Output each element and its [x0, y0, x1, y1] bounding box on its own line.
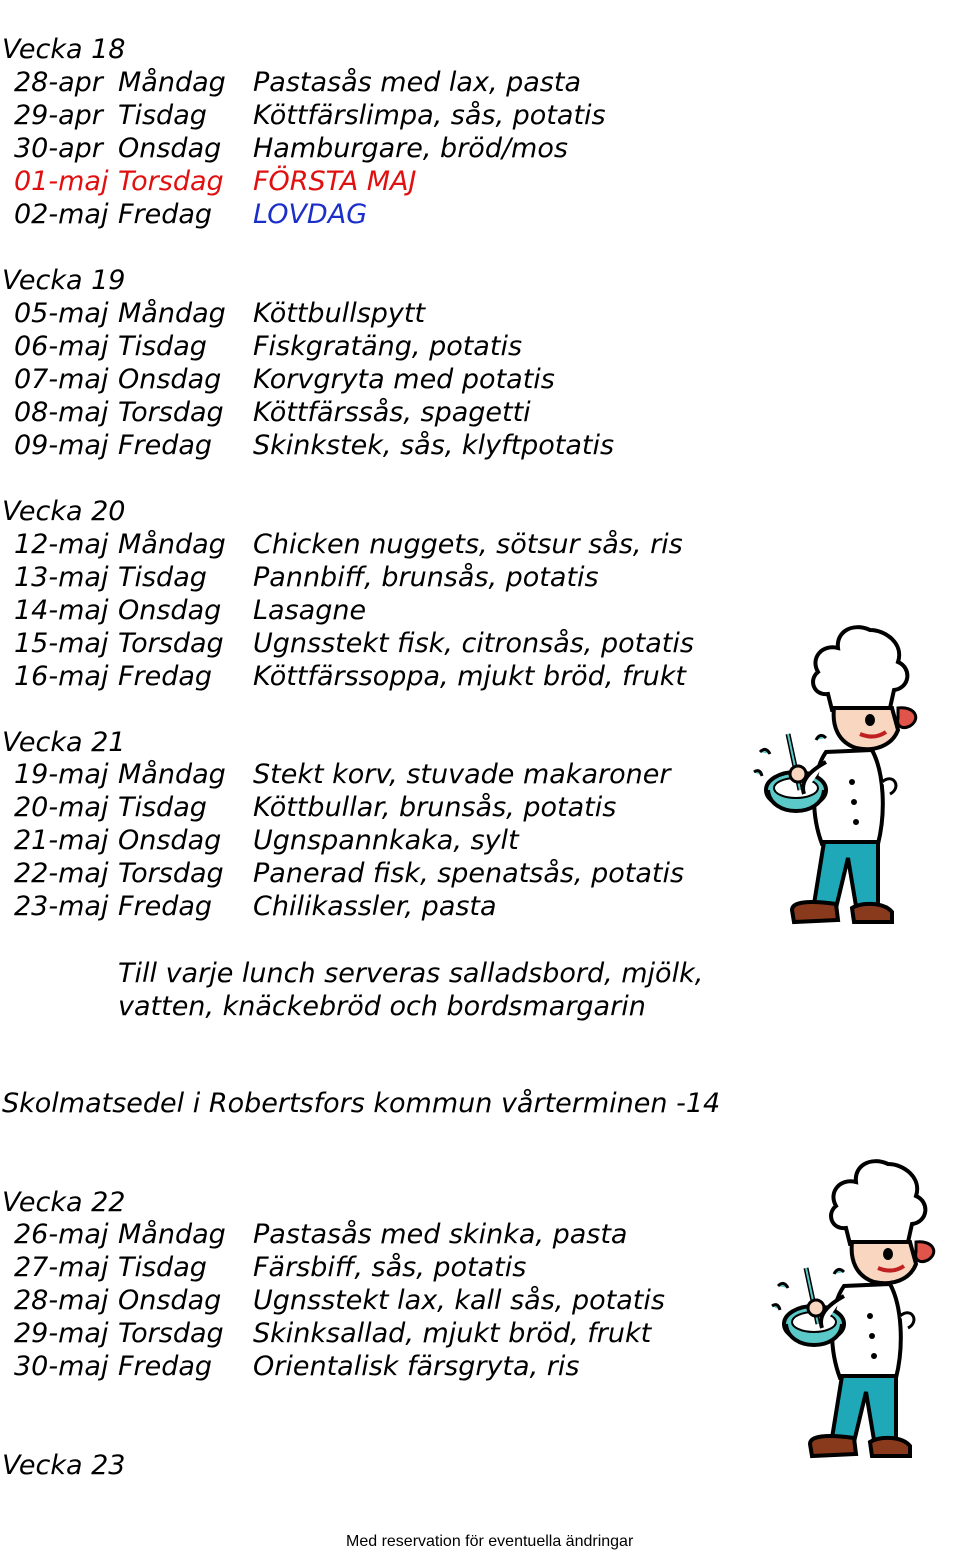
- week-list: [0, 298, 960, 463]
- weekday: Tisdag: [118, 1252, 207, 1283]
- weekday: Tisdag: [118, 331, 207, 362]
- weekday: Måndag: [118, 529, 226, 560]
- weekday: Onsdag: [118, 1285, 222, 1316]
- weekday: Onsdag: [118, 825, 222, 856]
- date: 12-maj: [14, 529, 109, 560]
- meal: Ugnspannkaka, sylt: [253, 825, 519, 856]
- weekday: Fredag: [118, 430, 213, 461]
- week-heading: Vecka 21: [2, 727, 126, 758]
- date: 28-maj: [14, 1285, 109, 1316]
- weekday: Måndag: [118, 759, 226, 790]
- date: 13-maj: [14, 562, 109, 593]
- weekday: Fredag: [118, 199, 213, 230]
- weekday: Tisdag: [118, 792, 207, 823]
- date: 21-maj: [14, 825, 109, 856]
- meal: Fiskgratäng, potatis: [253, 331, 523, 362]
- week-heading: Vecka 22: [2, 1187, 126, 1218]
- weekday: Tisdag: [118, 100, 207, 131]
- menu-row: [0, 397, 960, 430]
- weekday: Torsdag: [118, 628, 224, 659]
- meal: Färsbiff, sås, potatis: [253, 1252, 527, 1283]
- meal: FÖRSTA MAJ: [253, 166, 417, 197]
- meal: Chilikassler, pasta: [253, 891, 497, 922]
- meal: Köttfärslimpa, sås, potatis: [253, 100, 606, 131]
- weekday: Fredag: [118, 1351, 213, 1382]
- menu-row: [0, 1318, 760, 1351]
- menu-row: [0, 562, 960, 595]
- weekday: Onsdag: [118, 595, 222, 626]
- menu-row: [0, 1219, 760, 1252]
- weekday: Fredag: [118, 661, 213, 692]
- weekday: Måndag: [118, 1219, 226, 1250]
- week-list: [0, 759, 760, 924]
- meal: Ugnsstekt lax, kall sås, potatis: [253, 1285, 665, 1316]
- week-heading: Vecka 18: [2, 34, 126, 65]
- menu-row: [0, 891, 760, 924]
- weekday: Torsdag: [118, 397, 224, 428]
- menu-row-holiday: [0, 166, 960, 199]
- meal: Köttfärssoppa, mjukt bröd, frukt: [253, 661, 686, 692]
- weekday: Fredag: [118, 891, 213, 922]
- date: 01-maj: [14, 166, 109, 197]
- meal: Ugnsstekt fisk, citronsås, potatis: [253, 628, 694, 659]
- meal: Stekt korv, stuvade makaroner: [253, 759, 671, 790]
- week-heading: Vecka 19: [2, 265, 126, 296]
- meal: Skinksallad, mjukt bröd, frukt: [253, 1318, 652, 1349]
- date: 08-maj: [14, 397, 109, 428]
- menu-row: [0, 792, 760, 825]
- weekday: Torsdag: [118, 858, 224, 889]
- chef-stirring-bowl-icon: [770, 1156, 940, 1468]
- date: 20-maj: [14, 792, 109, 823]
- date: 06-maj: [14, 331, 109, 362]
- menu-row: [0, 1351, 760, 1384]
- weekday: Onsdag: [118, 133, 222, 164]
- menu-row: [0, 759, 760, 792]
- meal: Köttfärssås, spagetti: [253, 397, 531, 428]
- menu-row: [0, 1285, 760, 1318]
- meal: Pannbiff, brunsås, potatis: [253, 562, 599, 593]
- date: 29-apr: [14, 100, 103, 131]
- week-list: [0, 1219, 760, 1384]
- week-list: [0, 67, 960, 232]
- menu-row: [0, 331, 960, 364]
- footer-note: Med reservation för eventuella ändringar: [346, 1533, 634, 1550]
- meal: Köttbullar, brunsås, potatis: [253, 792, 617, 823]
- meal: Lasagne: [253, 595, 367, 626]
- page-title: Skolmatsedel i Robertsfors kommun vårterminen -14: [2, 1088, 721, 1119]
- date: 05-maj: [14, 298, 109, 329]
- menu-row: [0, 825, 760, 858]
- menu-row: [0, 430, 960, 463]
- date: 02-maj: [14, 199, 109, 230]
- meal: Orientalisk färsgryta, ris: [253, 1351, 580, 1382]
- date: 28-apr: [14, 67, 103, 98]
- weekday: Måndag: [118, 67, 226, 98]
- date: 07-maj: [14, 364, 109, 395]
- menu-row: [0, 199, 960, 232]
- menu-row: [0, 100, 960, 133]
- date: 30-maj: [14, 1351, 109, 1382]
- date: 27-maj: [14, 1252, 109, 1283]
- week-heading: Vecka 23: [2, 1450, 126, 1481]
- chef-stirring-bowl-icon: [752, 622, 922, 934]
- menu-row: [0, 1252, 760, 1285]
- meal: Hamburgare, bröd/mos: [253, 133, 568, 164]
- weekday: Tisdag: [118, 562, 207, 593]
- weekday: Onsdag: [118, 364, 222, 395]
- meal: Panerad fisk, spenatsås, potatis: [253, 858, 685, 889]
- date: 30-apr: [14, 133, 103, 164]
- meal: Pastasås med lax, pasta: [253, 67, 581, 98]
- meal: Pastasås med skinka, pasta: [253, 1219, 628, 1250]
- date: 22-maj: [14, 858, 109, 889]
- date: 29-maj: [14, 1318, 109, 1349]
- menu-row: [0, 133, 960, 166]
- date: 15-maj: [14, 628, 109, 659]
- menu-row: [0, 298, 960, 331]
- date: 14-maj: [14, 595, 109, 626]
- meal: Korvgryta med potatis: [253, 364, 555, 395]
- menu-row: [0, 858, 760, 891]
- date: 19-maj: [14, 759, 109, 790]
- week-heading: Vecka 20: [2, 496, 126, 527]
- date: 23-maj: [14, 891, 109, 922]
- meal: Köttbullspytt: [253, 298, 426, 329]
- meal: Chicken nuggets, sötsur sås, ris: [253, 529, 683, 560]
- menu-row: [0, 364, 960, 397]
- date: 16-maj: [14, 661, 109, 692]
- weekday: Torsdag: [118, 1318, 224, 1349]
- date: 26-maj: [14, 1219, 109, 1250]
- meal: Skinkstek, sås, klyftpotatis: [253, 430, 615, 461]
- meal: LOVDAG: [253, 199, 368, 230]
- date: 09-maj: [14, 430, 109, 461]
- menu-row: [0, 67, 960, 100]
- lunch-note-line-1: Till varje lunch serveras salladsbord, mjölk,: [118, 958, 704, 989]
- menu-row: [0, 529, 960, 562]
- weekday: Måndag: [118, 298, 226, 329]
- weekday: Torsdag: [118, 166, 224, 197]
- lunch-note-line-2: vatten, knäckebröd och bordsmargarin: [118, 991, 646, 1022]
